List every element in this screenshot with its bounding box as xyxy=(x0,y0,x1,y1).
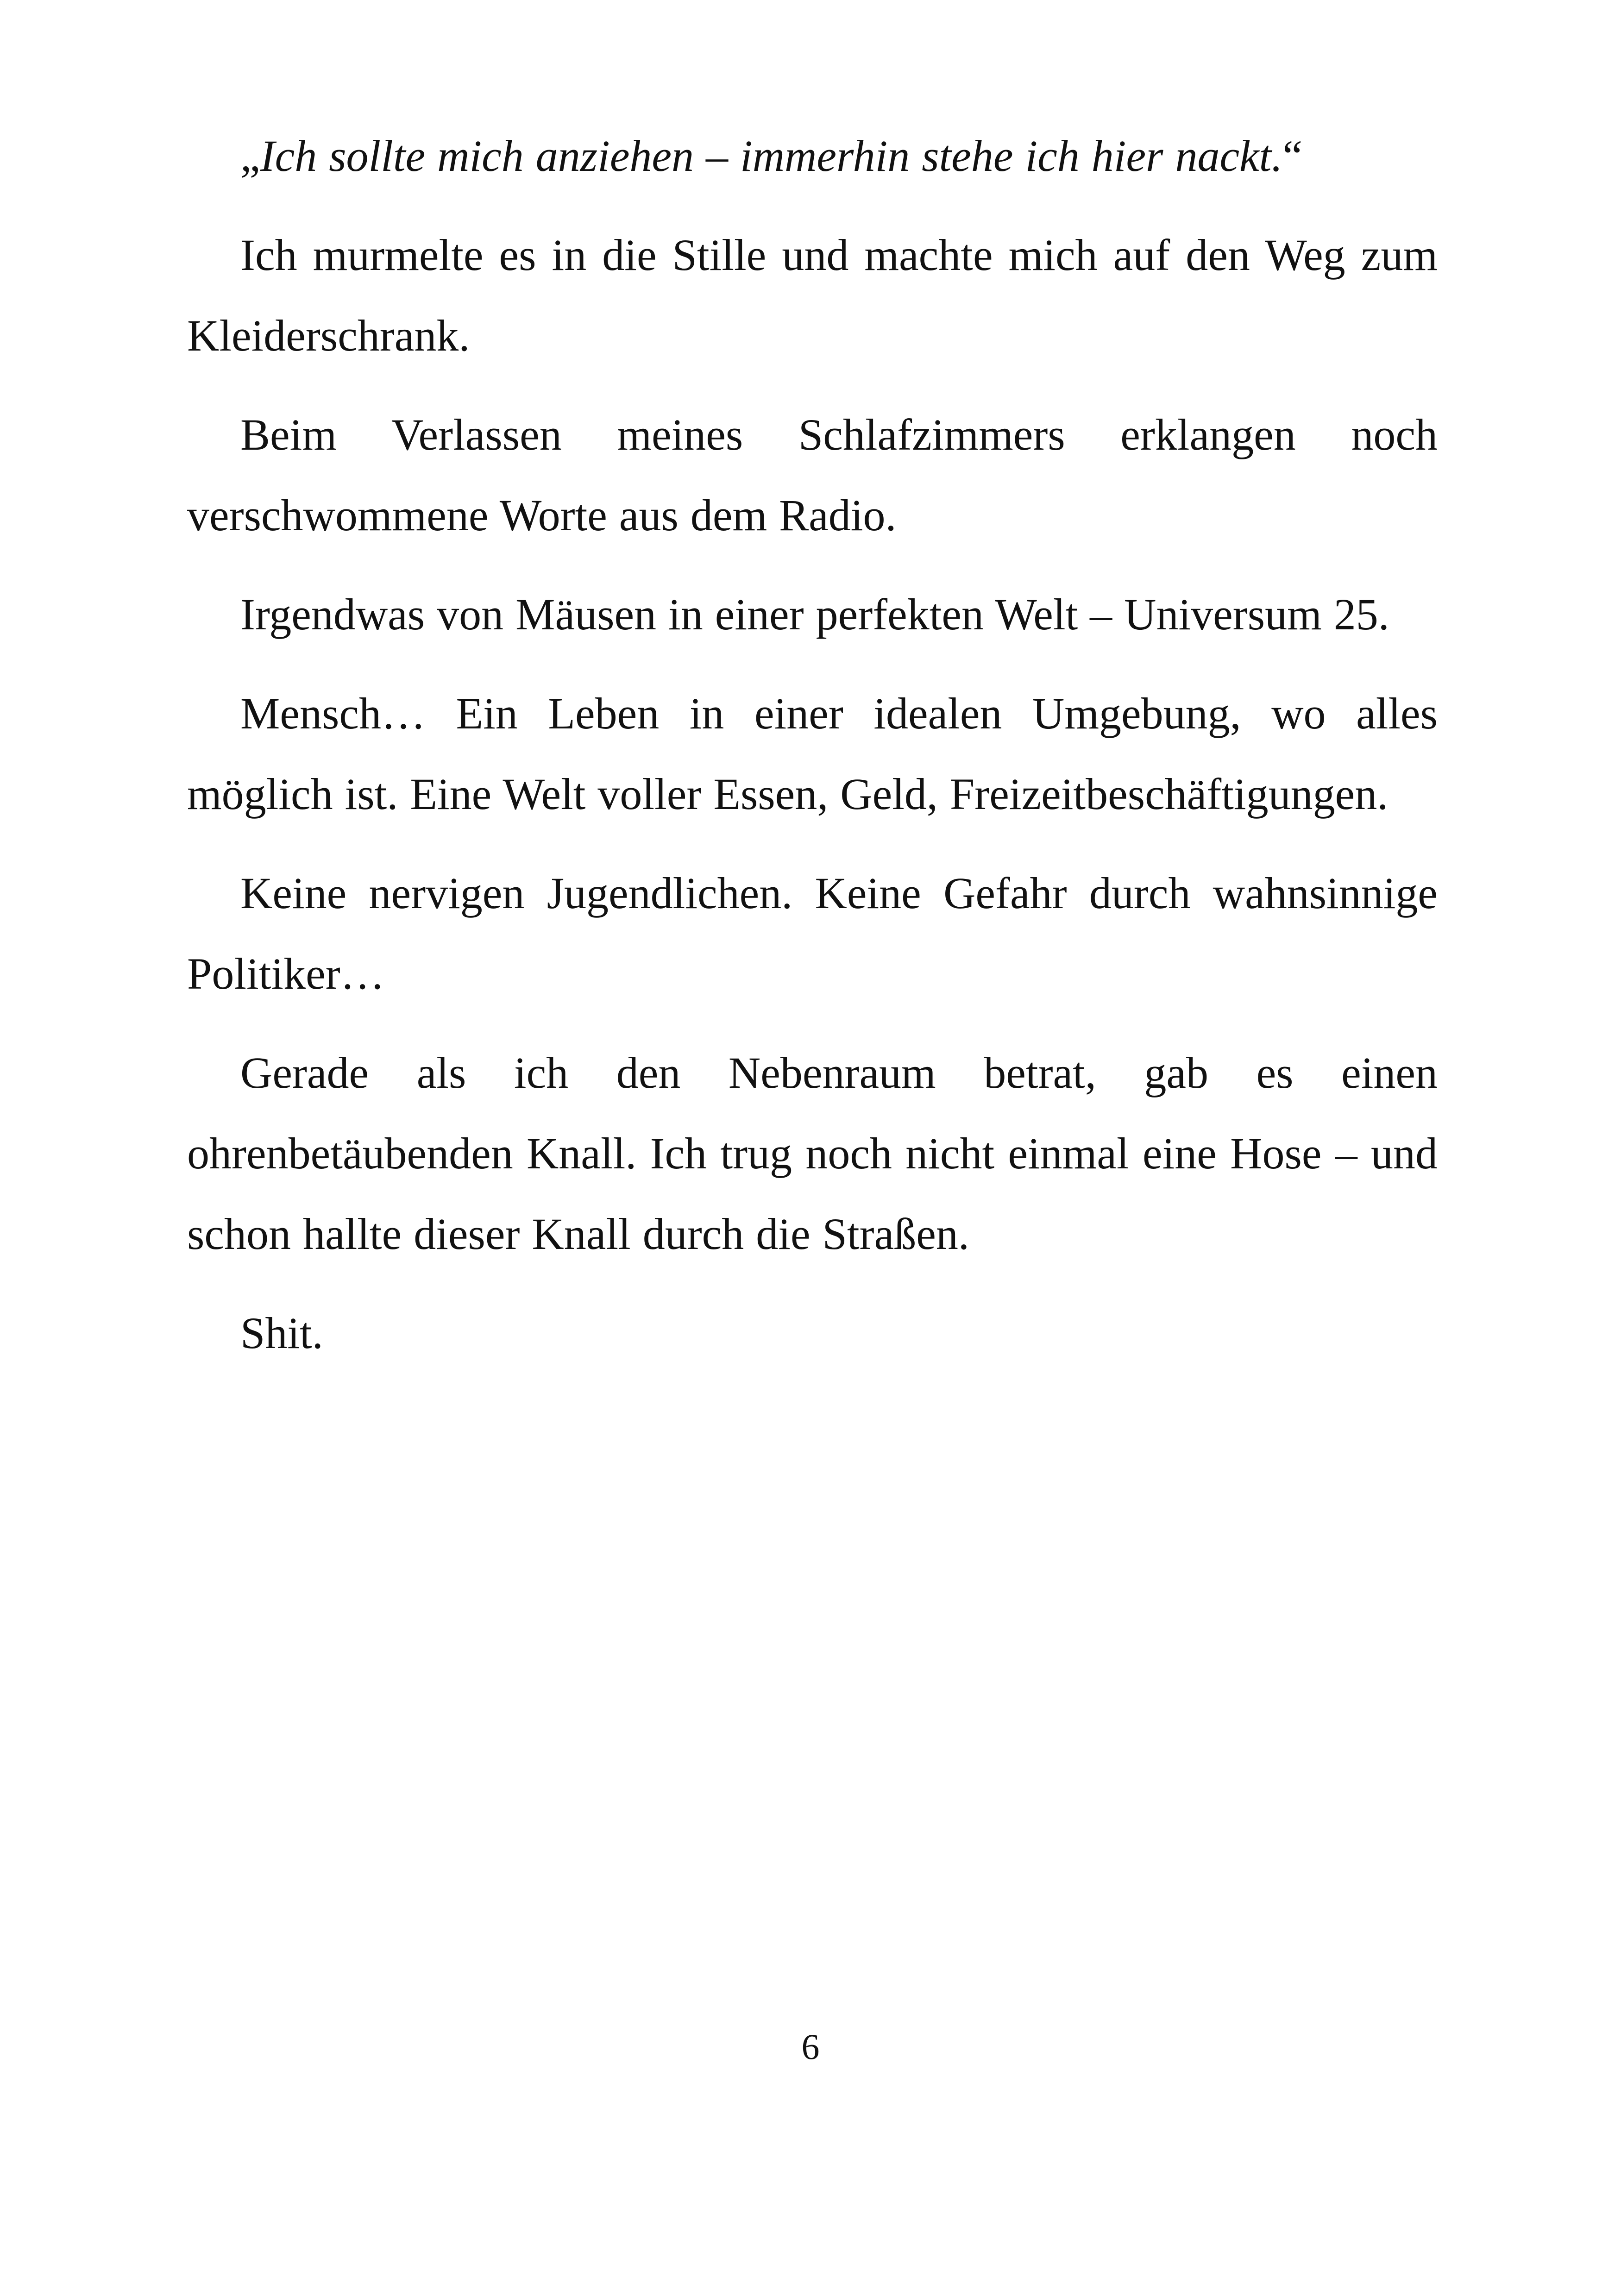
paragraph-3: Beim Verlassen meines Schlafzimmers erklangen noch verschwommene Worte aus dem Radio. xyxy=(187,410,1438,540)
italic-quote: Ich sollte mich anziehen – immerhin stehe ich hier nackt. xyxy=(260,131,1283,181)
opening-quote-mark: „ xyxy=(240,131,260,181)
body-text xyxy=(187,116,1438,1392)
closing-quote-mark: “ xyxy=(1282,131,1302,181)
paragraph-6: Keine nervigen Jugendlichen. Keine Gefahr durch wahnsinnige Politiker… xyxy=(187,868,1438,998)
paragraph-5: Mensch… Ein Leben in einer idealen Umgebung, wo alles möglich ist. Eine Welt voller Essen, Geld, Freizeitbeschäftigungen. xyxy=(187,689,1438,819)
paragraph-4: Irgendwas von Mäusen in einer perfekten Welt – Universum 25. xyxy=(240,590,1389,639)
paragraph-7: Gerade als ich den Nebenraum betrat, gab es einen ohrenbetäubenden Knall. Ich trug noch nicht einmal eine Hose – und schon hallte dieser Knall durch die Straßen. xyxy=(187,1048,1438,1259)
paragraph-2: Ich murmelte es in die Stille und machte mich auf den Weg zum Kleiderschrank. xyxy=(187,230,1438,360)
paragraph-quote xyxy=(187,116,1438,196)
paragraph-8: Shit. xyxy=(240,1308,323,1358)
page-number: 6 xyxy=(801,2026,820,2067)
